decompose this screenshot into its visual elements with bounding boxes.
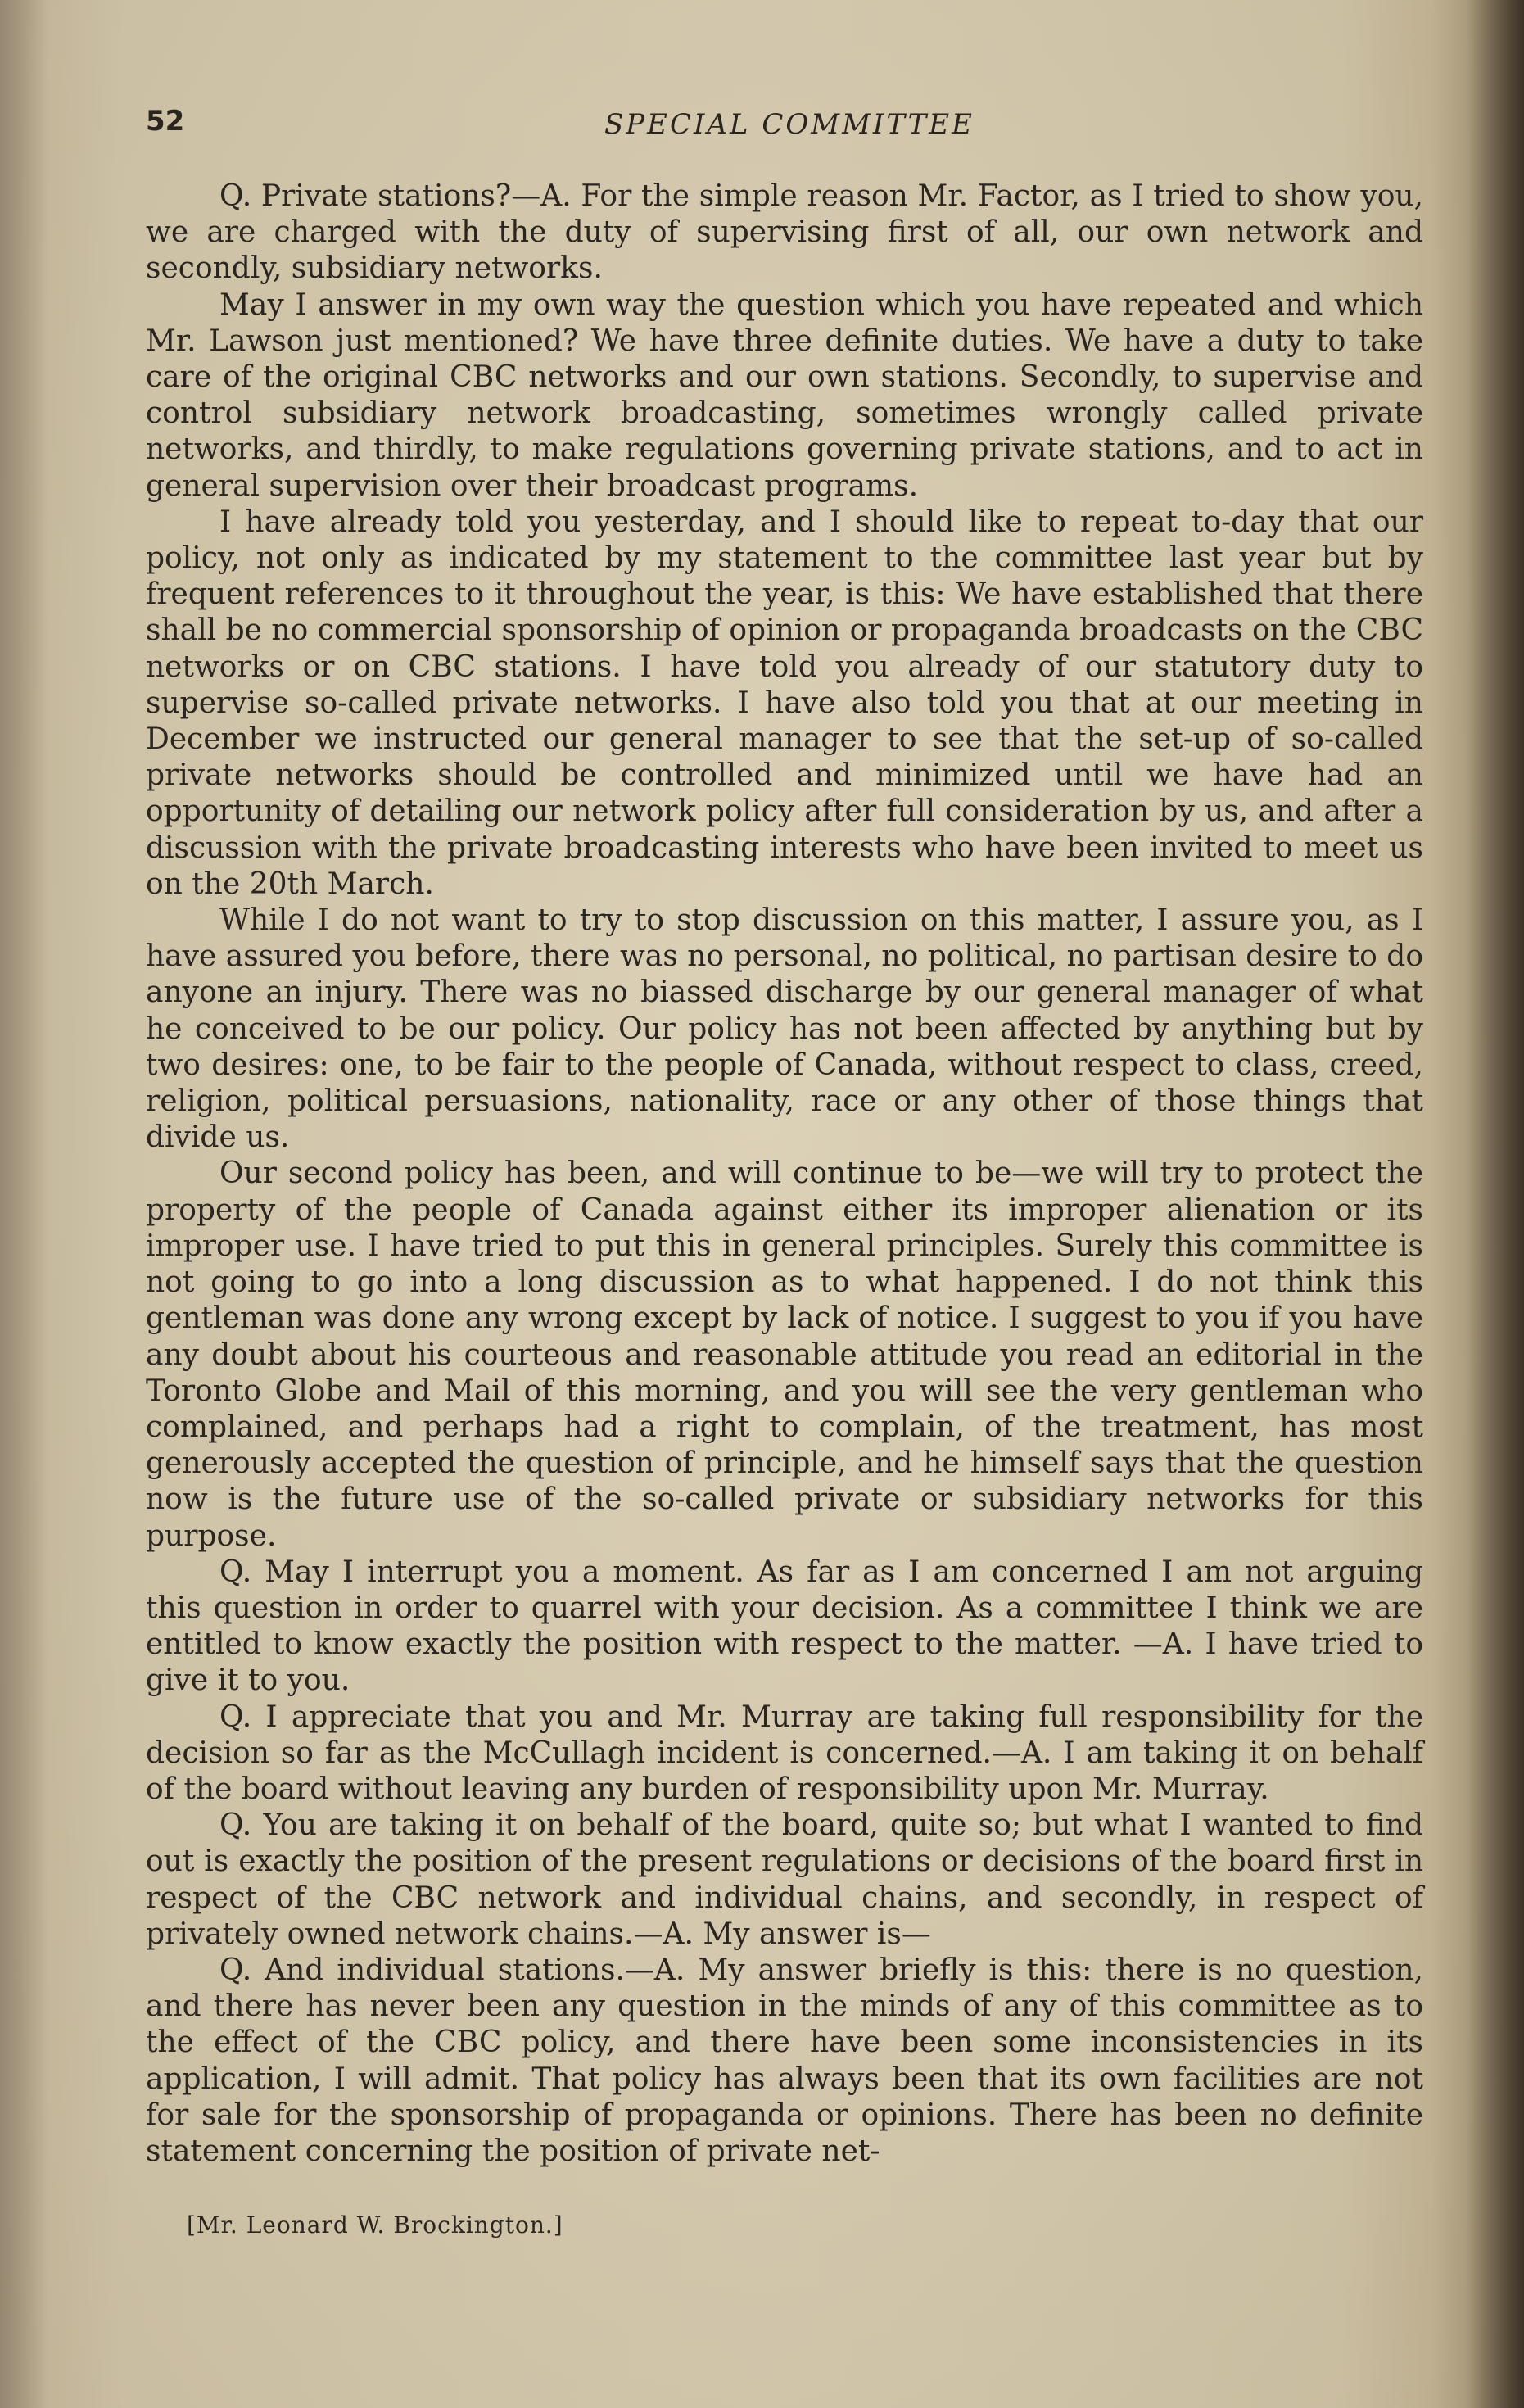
paragraph: Q. You are taking it on behalf of the board, quite so; but what I wanted to find out is exactly the position of the present regulations or decisions of the board first in respect of the CBC network and individual chains, and secondly, in respect of privately owned network chains.—A. My answer is—	[146, 1808, 1423, 1951]
speaker-attribution: [Mr. Leonard W. Brockington.]	[187, 2211, 563, 2238]
running-title: SPECIAL COMMITTEE	[604, 108, 975, 141]
page-edge-shadow	[1467, 0, 1524, 2408]
page-number: 52	[146, 105, 185, 138]
paragraph: Q. I appreciate that you and Mr. Murray are taking full responsibility for the decision so far as the McCullagh incident is concerned.—A. I am taking it on behalf of the board without leaving any burden of responsibility upon Mr. Murray.	[146, 1700, 1423, 1806]
body-text	[146, 179, 1423, 2170]
paragraph: Our second policy has been, and will continue to be—we will try to protect the property of the people of Canada against either its improper alienation or its improper use. I have tried to put this in general principles. Surely this committee is not going to go into a long discussion as to what happened. I do not think this gentleman was done any wrong except by lack of notice. I suggest to you if you have any doubt about his courteous and reasonable attitude you read an editorial in the Toronto Globe and Mail of this morning, and you will see the very gentleman who complained, and perhaps had a right to complain, of the treatment, has most generously accepted the question of principle, and he himself says that the question now is the future use of the so-called private or subsidiary networks for this purpose.	[146, 1156, 1423, 1553]
page-gutter-shadow	[0, 0, 49, 2408]
paragraph: Q. May I interrupt you a moment. As far as I am concerned I am not arguing this question in order to quarrel with your decision. As a committee I think we are entitled to know exactly the position with respect to the matter. —A. I have tried to give it to you.	[146, 1555, 1423, 1698]
running-header	[146, 105, 1423, 146]
paragraph: While I do not want to try to stop discussion on this matter, I assure you, as I have assured you before, there was no personal, no political, no partisan desire to do anyone an injury. There was no biassed discharge by our general manager of what he conceived to be our policy. Our policy has not been affected by anything but by two desires: one, to be fair to the people of Canada, without respect to class, creed, religion, political persuasions, nationality, race or any other of those things that divide us.	[146, 903, 1423, 1155]
paragraph: Q. And individual stations.—A. My answer briefly is this: there is no question, and there has never been any question in the minds of any of this committee as to the effect of the CBC policy, and there have been some inconsistencies in its application, I will admit. That policy has always been that its own facilities are not for sale for the sponsorship of propaganda or opinions. There has been no definite statement concerning the position of private net-	[146, 1953, 1423, 2168]
paragraph: Q. Private stations?—A. For the simple reason Mr. Factor, as I tried to show you, we are charged with the duty of supervising first of all, our own network and secondly, subsidiary networks.	[146, 179, 1423, 286]
paragraph: I have already told you yesterday, and I should like to repeat to-day that our policy, not only as indicated by my statement to the committee last year but by frequent references to it throughout the year, is this: We have established that there shall be no commercial sponsorship of opinion or propaganda broadcasts on the CBC networks or on CBC stations. I have told you already of our statutory duty to supervise so-called private networks. I have also told you that at our meeting in December we instructed our general manager to see that the set-up of so-called private networks should be controlled and minimized until we have had an opportunity of detailing our network policy after full consideration by us, and after a discussion with the private broadcasting interests who have been invited to meet us on the 20th March.	[146, 505, 1423, 901]
paragraph: May I answer in my own way the question which you have repeated and which Mr. Lawson just mentioned? We have three definite duties. We have a duty to take care of the original CBC networks and our own stations. Secondly, to supervise and control subsidiary network broadcasting, sometimes wrongly called private networks, and thirdly, to make regulations governing private stations, and to act in general supervision over their broadcast programs.	[146, 287, 1423, 503]
